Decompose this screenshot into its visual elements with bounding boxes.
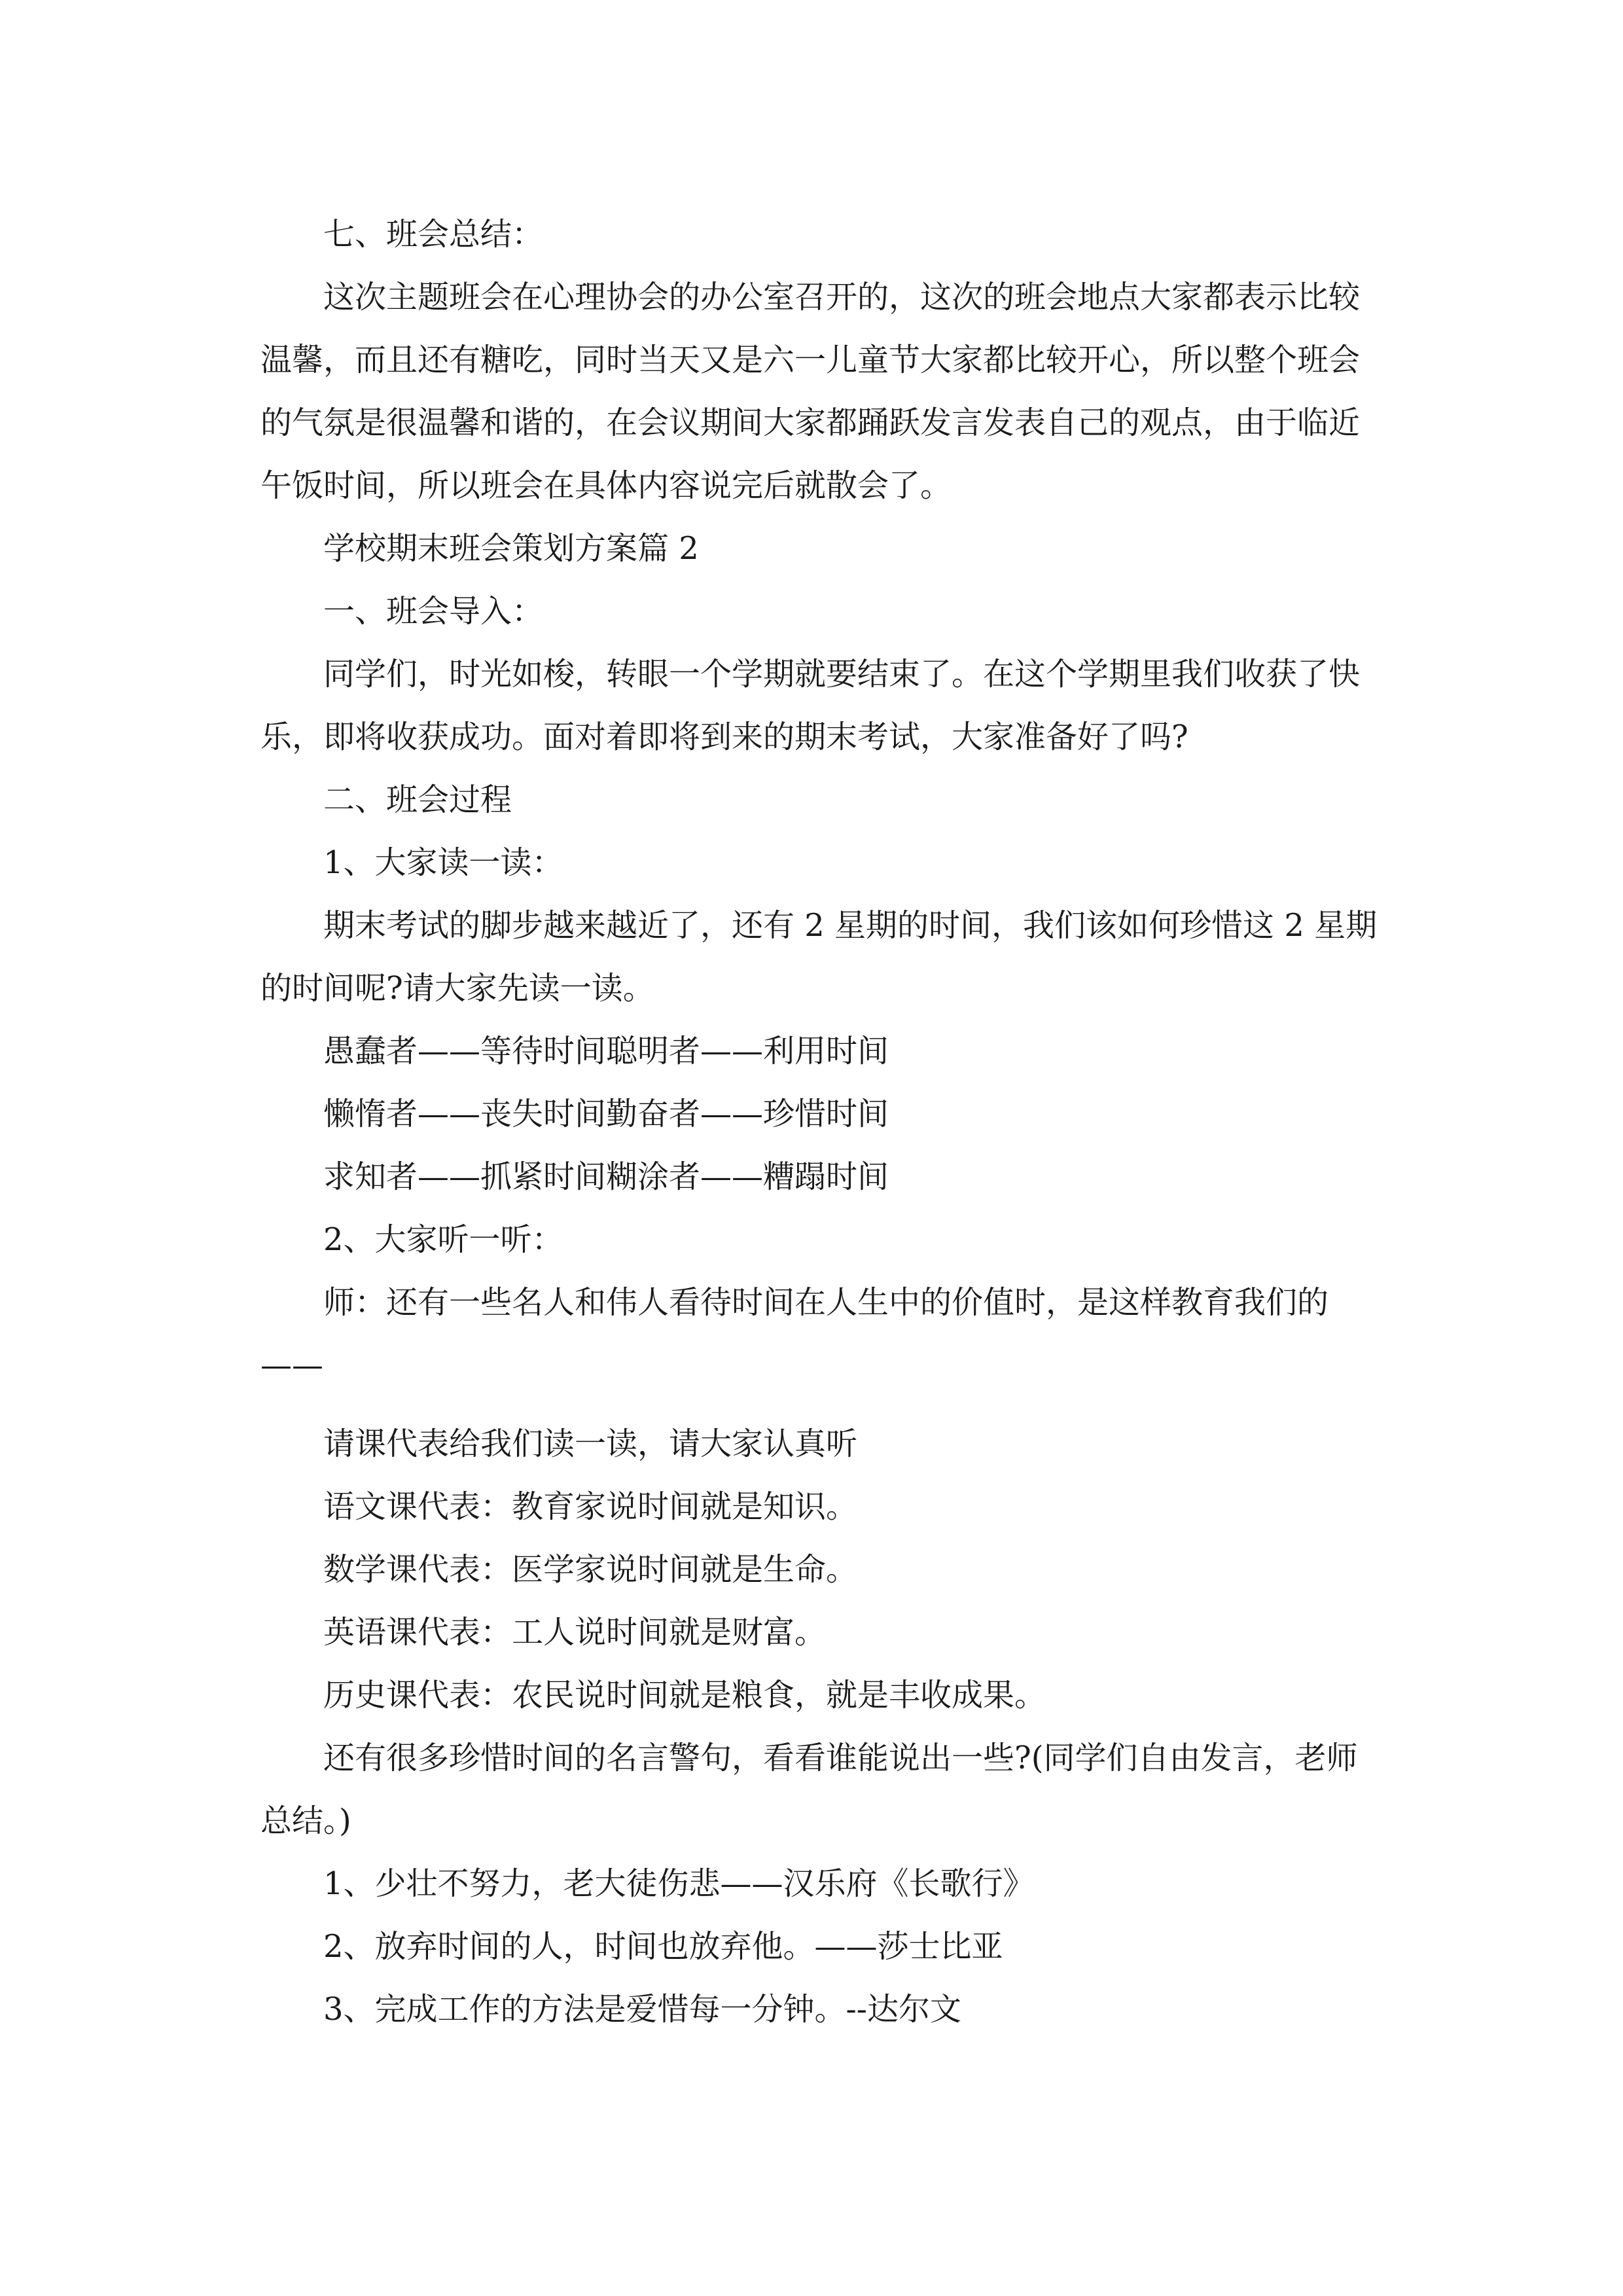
section-heading-intro: 一、班会导入： <box>323 593 544 630</box>
paragraph-quotes-intro: 还有很多珍惜时间的名言警句，看看谁能说出一些?(同学们自由发言，老师总结。) <box>260 1740 1358 1839</box>
quote-item-2: 2、放弃时间的人，时间也放弃他。——莎士比亚 <box>323 1928 1003 1965</box>
history-rep-line: 历史课代表：农民说时间就是粮食，就是丰收成果。 <box>323 1677 1046 1713</box>
paragraph-summary-text: 这次主题班会在心理协会的办公室召开的，这次的班会地点大家都表示比较温馨，而且还有糖吃，同时当天又是六一儿童节大家都比较开心，所以整个班会的气氛是很温馨和谐的，在会议期间大家都踊跃发言发表自己的观点，由于临近午饭时间，所以班会在具体内容说完后就散会了。 <box>260 279 1361 504</box>
subheading-read: 1、大家读一读： <box>323 844 563 881</box>
quote-item-3: 3、完成工作的方法是爱惜每一分钟。--达尔文 <box>323 1991 961 2028</box>
document-subtitle: 学校期末班会策划方案篇 2 <box>323 530 699 567</box>
document-body <box>260 203 1386 2041</box>
contrast-line-2: 懒惰者——丧失时间勤奋者——珍惜时间 <box>323 1096 889 1132</box>
chinese-rep-line: 语文课代表：教育家说时间就是知识。 <box>323 1488 858 1525</box>
paragraph-intro-text: 同学们，时光如梭，转眼一个学期就要结束了。在这个学期里我们收获了快乐，即将收获成功。面对着即将到来的期末考试，大家准备好了吗? <box>260 656 1361 755</box>
math-rep-line: 数学课代表：医学家说时间就是生命。 <box>323 1551 858 1588</box>
contrast-line-1: 愚蠢者——等待时间聪明者——利用时间 <box>323 1033 889 1069</box>
paragraph-teacher: 师：还有一些名人和伟人看待时间在人生中的价值时，是这样教育我们的—— <box>260 1284 1329 1384</box>
quote-item-1: 1、少壮不努力，老大徒伤悲——汉乐府《长歌行》 <box>323 1865 1035 1902</box>
subheading-listen: 2、大家听一听： <box>323 1221 563 1258</box>
paragraph-read-text: 期末考试的脚步越来越近了，还有 2 星期的时间，我们该如何珍惜这 2 星期的时间呢?请大家先读一读。 <box>260 907 1378 1007</box>
english-rep-line: 英语课代表：工人说时间就是财富。 <box>323 1614 827 1651</box>
paragraph-representatives: 请课代表给我们读一读，请大家认真听 <box>323 1426 858 1462</box>
contrast-line-3: 求知者——抓紧时间糊涂者——糟蹋时间 <box>323 1158 889 1195</box>
section-heading-process: 二、班会过程 <box>323 781 512 818</box>
section-heading-summary: 七、班会总结： <box>323 216 544 253</box>
